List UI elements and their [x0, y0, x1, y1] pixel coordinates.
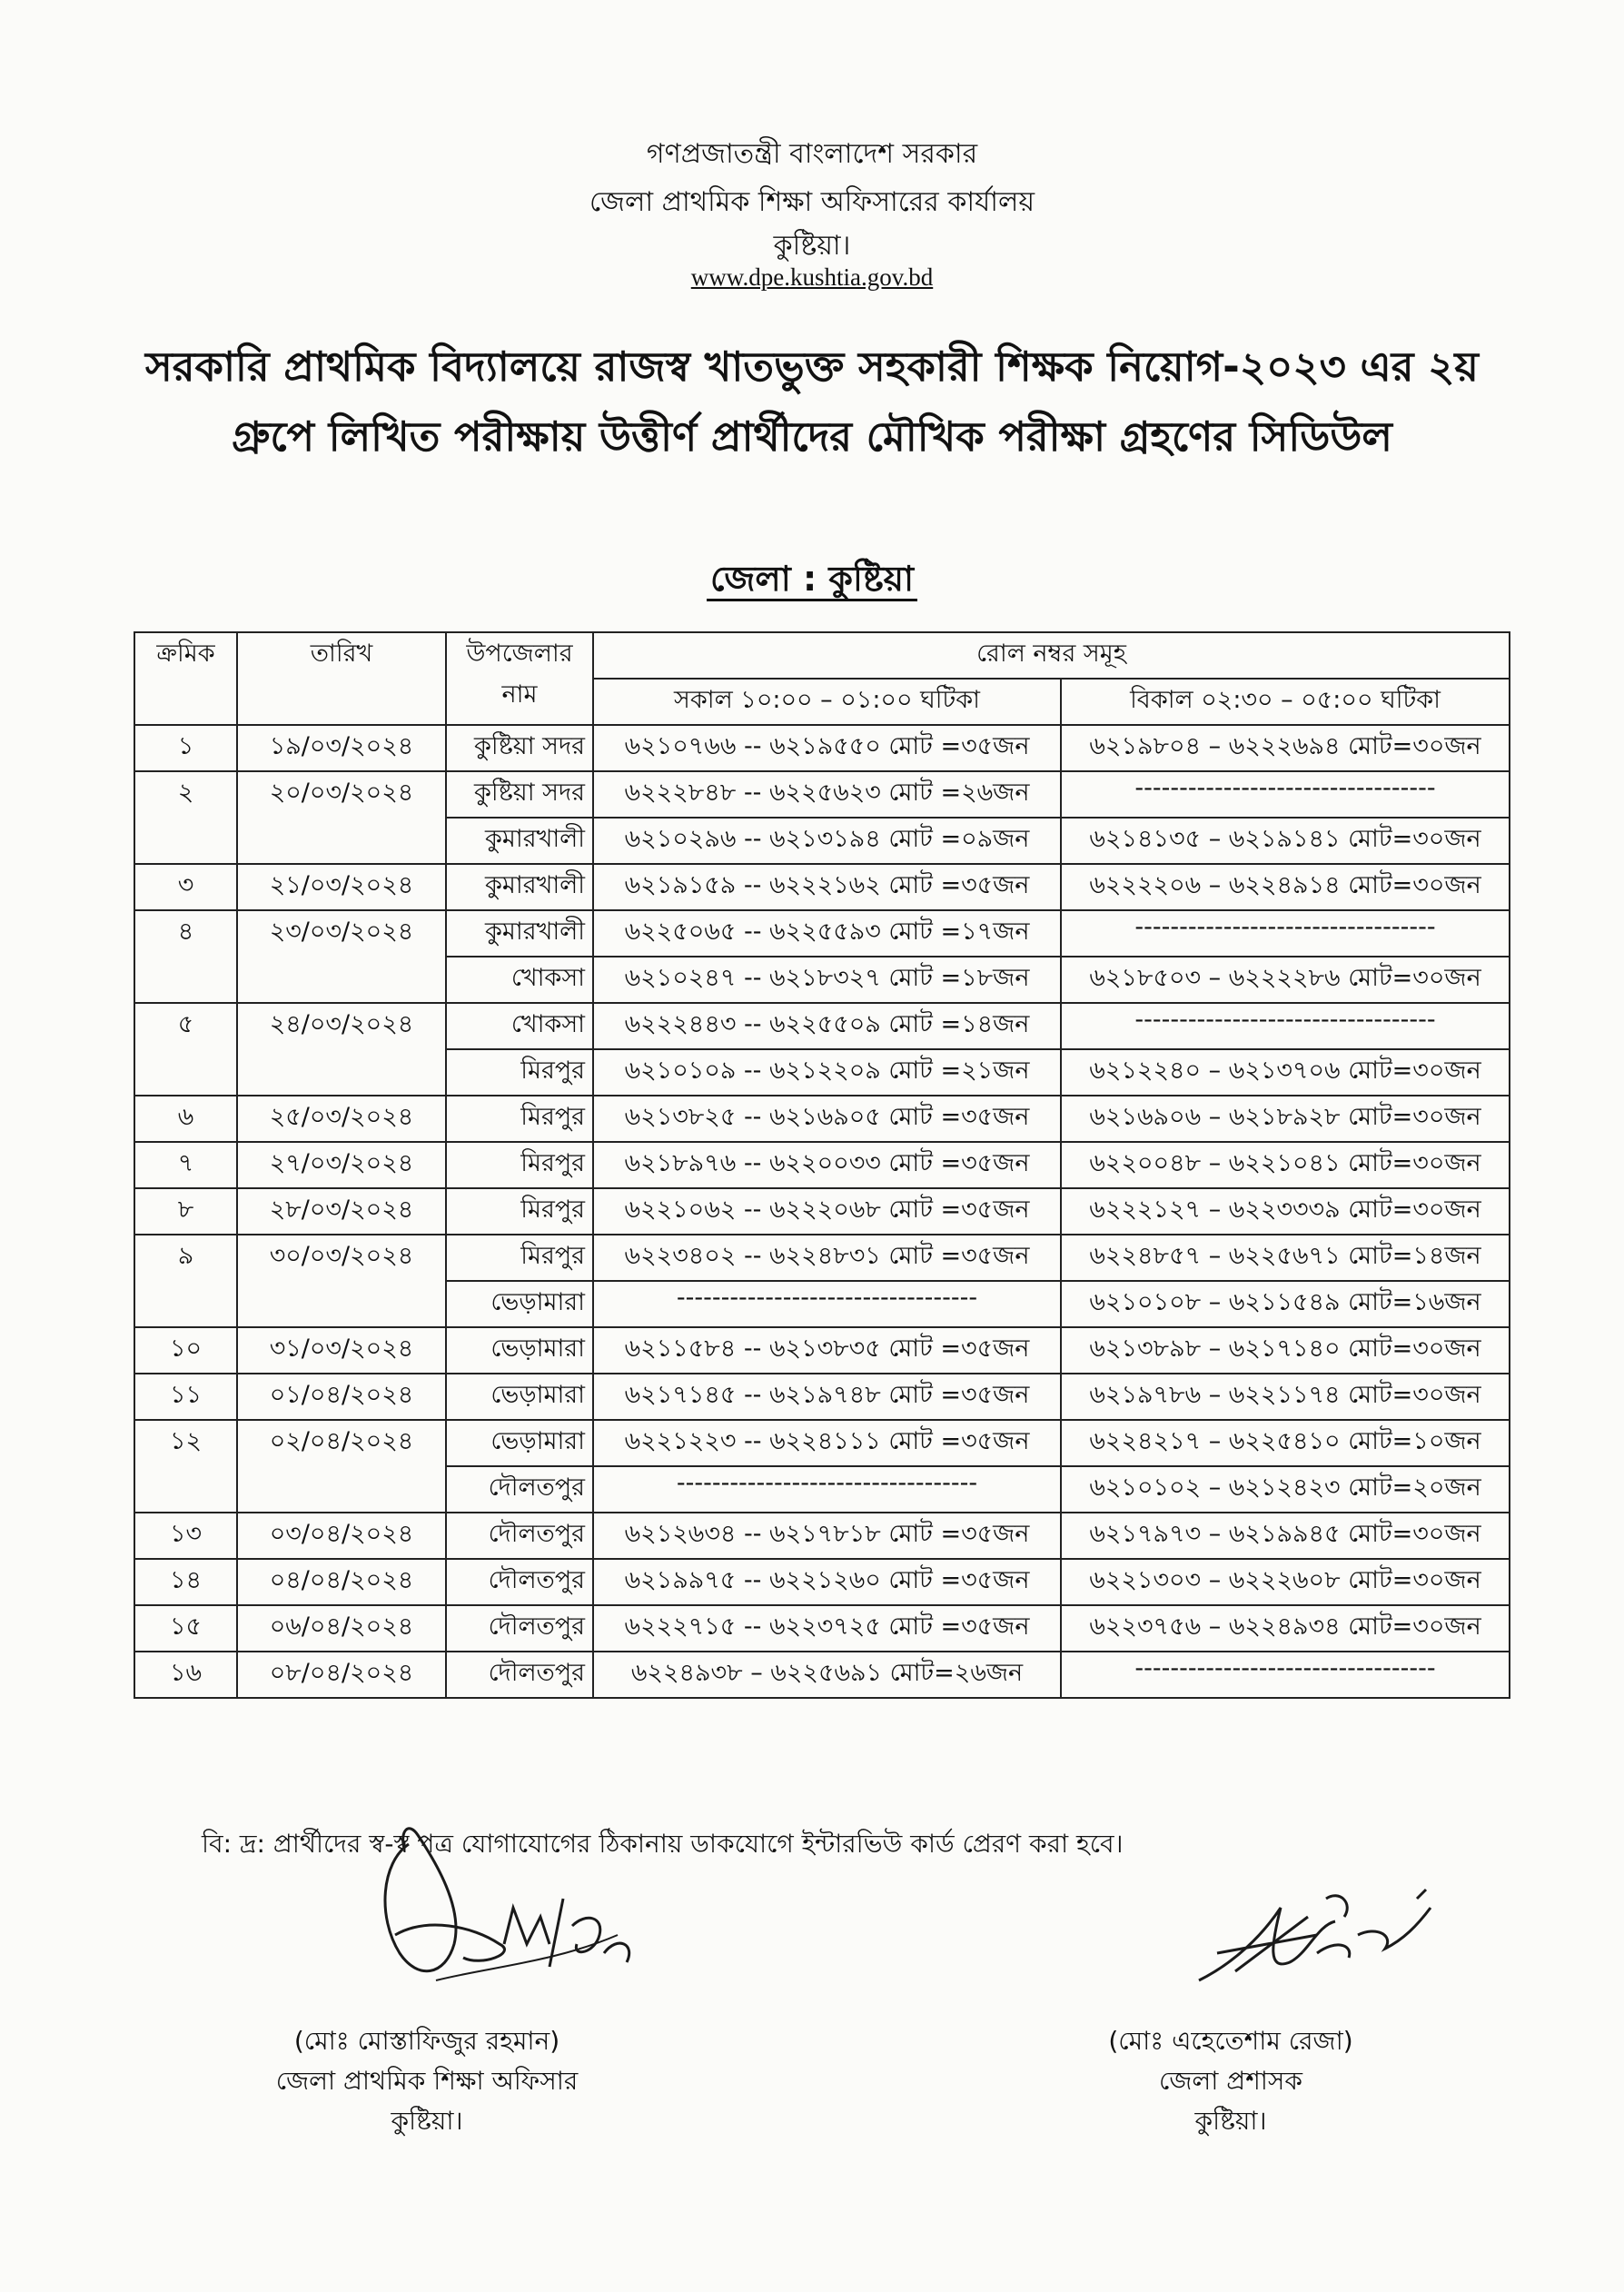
header-morning: সকাল ১০:০০ – ০১:০০ ঘটিকা: [593, 679, 1061, 725]
cell-morning-roll: ৬২২২৮৪৮ -- ৬২২৫৬২৩ মোট =২৬জন: [593, 771, 1061, 818]
signature-left: [254, 2021, 599, 2141]
cell-upazila: মিরপুর: [446, 1142, 593, 1188]
cell-upazila: কুমারখালী: [446, 818, 593, 864]
cell-serial: ৩: [134, 864, 237, 910]
cell-morning-roll: ৬২২৪৯৩৮ – ৬২২৫৬৯১ মোট=২৬জন: [593, 1652, 1061, 1698]
cell-date: ০৪/০৪/২০২৪: [237, 1559, 446, 1605]
cell-serial: ১৬: [134, 1652, 237, 1698]
signature-right-name: (মোঃ এহেতেশাম রেজা): [1108, 2026, 1353, 2056]
cell-serial: ১০: [134, 1327, 237, 1374]
header-serial: ক্রমিক: [134, 632, 237, 725]
cell-serial: ৫: [134, 1003, 237, 1096]
table-row: [134, 771, 1510, 818]
cell-upazila: দৌলতপুর: [446, 1559, 593, 1605]
cell-serial: ৮: [134, 1188, 237, 1235]
cell-date: ০৩/০৪/২০২৪: [237, 1513, 446, 1559]
table-row: [134, 1559, 1510, 1605]
table-row: [134, 1235, 1510, 1281]
cell-morning-roll: ৬২১৯৯৭৫ -- ৬২২১২৬০ মোট =৩৫জন: [593, 1559, 1061, 1605]
table-row: [134, 1142, 1510, 1188]
cell-upazila: ভেড়ামারা: [446, 1281, 593, 1327]
cell-serial: ১: [134, 725, 237, 771]
cell-date: ৩০/০৩/২০২৪: [237, 1235, 446, 1327]
cell-afternoon-roll: ৬২১০১০৮ – ৬২১১৫৪৯ মোট=১৬জন: [1061, 1281, 1510, 1327]
cell-upazila: দৌলতপুর: [446, 1652, 593, 1698]
cell-morning-roll: ৬২১২৬৩৪ -- ৬২১৭৮১৮ মোট =৩৫জন: [593, 1513, 1061, 1559]
cell-date: ২১/০৩/২০২৪: [237, 864, 446, 910]
cell-afternoon-roll: ----------------------------------: [1061, 1003, 1510, 1049]
cell-afternoon-roll: ৬২১৯৮০৪ – ৬২২২৬৯৪ মোট=৩০জন: [1061, 725, 1510, 771]
cell-morning-roll: ৬২১০২৯৬ -- ৬২১৩১৯৪ মোট =০৯জন: [593, 818, 1061, 864]
signature-left-image: [345, 1808, 654, 2008]
cell-afternoon-roll: ৬২১২২৪০ – ৬২১৩৭০৬ মোট=৩০জন: [1061, 1049, 1510, 1096]
table-row: [134, 1605, 1510, 1652]
cell-upazila: দৌলতপুর: [446, 1605, 593, 1652]
cell-afternoon-roll: ৬২১৭৯৭৩ – ৬২১৯৯৪৫ মোট=৩০জন: [1061, 1513, 1510, 1559]
table-row: [134, 1374, 1510, 1420]
header-district: কুষ্টিয়া।: [773, 230, 851, 262]
cell-upazila: কুমারখালী: [446, 910, 593, 957]
cell-date: ২৮/০৩/২০২৪: [237, 1188, 446, 1235]
cell-afternoon-roll: ৬২২২১২৭ – ৬২২৩৩৩৯ মোট=৩০জন: [1061, 1188, 1510, 1235]
table-row: [134, 1188, 1510, 1235]
cell-morning-roll: ৬২১১৫৮৪ -- ৬২১৩৮৩৫ মোট =৩৫জন: [593, 1327, 1061, 1374]
cell-afternoon-roll: ৬২২৪২১৭ – ৬২২৫৪১০ মোট=১০জন: [1061, 1420, 1510, 1466]
cell-afternoon-roll: ----------------------------------: [1061, 1652, 1510, 1698]
district-text: জেলা : কুষ্টিয়া: [707, 559, 917, 601]
header-govt: গণপ্রজাতন্ত্রী বাংলাদেশ সরকার: [646, 138, 978, 170]
cell-upazila: কুমারখালী: [446, 864, 593, 910]
cell-date: ২৫/০৩/২০২৪: [237, 1096, 446, 1142]
table-row: [134, 1652, 1510, 1698]
cell-afternoon-roll: ৬২১৮৫০৩ – ৬২২২২৮৬ মোট=৩০জন: [1061, 957, 1510, 1003]
cell-morning-roll: ৬২২৫০৬৫ -- ৬২২৫৫৯৩ মোট =১৭জন: [593, 910, 1061, 957]
cell-upazila: মিরপুর: [446, 1049, 593, 1096]
cell-afternoon-roll: ৬২১৯৭৮৬ – ৬২২১১৭৪ মোট=৩০জন: [1061, 1374, 1510, 1420]
table-row: [134, 1096, 1510, 1142]
cell-date: ২৩/০৩/২০২৪: [237, 910, 446, 1003]
cell-date: ১৯/০৩/২০২৪: [237, 725, 446, 771]
cell-serial: ১১: [134, 1374, 237, 1420]
header-date: তারিখ: [237, 632, 446, 725]
cell-morning-roll: ৬২২১২২৩ -- ৬২২৪১১১ মোট =৩৫জন: [593, 1420, 1061, 1466]
document-title: সরকারি প্রাথমিক বিদ্যালয়ে রাজস্ব খাতভুক্ত সহকারী শিক্ষক নিয়োগ-২০২৩ এর ২য় গ্রুপে লিখিত পরীক্ষায় উত্তীর্ণ প্রার্থীদের মৌখিক পরীক্ষা গ্রহণের সিডিউল: [145, 342, 1479, 461]
cell-morning-roll: ৬২২২৪৪৩ -- ৬২২৫৫০৯ মোট =১৪জন: [593, 1003, 1061, 1049]
signature-right: [1085, 2021, 1376, 2141]
signature-right-title: জেলা প্রশাসক: [1159, 2066, 1302, 2096]
footnote: বি: দ্র: প্রার্থীদের স্ব-স্ব পত্র যোগাযোগের ঠিকানায় ডাকযোগে ইন্টারভিউ কার্ড প্রেরণ করা হবে।: [202, 1829, 1124, 1859]
cell-morning-roll: ৬২২৩৪০২ -- ৬২২৪৮৩১ মোট =৩৫জন: [593, 1235, 1061, 1281]
cell-upazila: ভেড়ামারা: [446, 1327, 593, 1374]
cell-serial: ১২: [134, 1420, 237, 1513]
cell-morning-roll: ৬২১৯১৫৯ -- ৬২২২১৬২ মোট =৩৫জন: [593, 864, 1061, 910]
table-row: [134, 864, 1510, 910]
cell-serial: ১৩: [134, 1513, 237, 1559]
cell-morning-roll: ----------------------------------: [593, 1281, 1061, 1327]
header-upazila: উপজেলার নাম: [446, 632, 593, 725]
cell-serial: ১৫: [134, 1605, 237, 1652]
cell-morning-roll: ৬২১৩৮২৫ -- ৬২১৬৯০৫ মোট =৩৫জন: [593, 1096, 1061, 1142]
cell-serial: ২: [134, 771, 237, 864]
header-afternoon: বিকাল ০২:৩০ – ০৫:০০ ঘটিকা: [1061, 679, 1510, 725]
cell-serial: ৬: [134, 1096, 237, 1142]
table-row: [134, 1420, 1510, 1466]
signature-left-place: কুষ্টিয়া।: [391, 2106, 463, 2136]
cell-upazila: ভেড়ামারা: [446, 1420, 593, 1466]
cell-upazila: মিরপুর: [446, 1096, 593, 1142]
cell-morning-roll: ৬২২২৭১৫ -- ৬২২৩৭২৫ মোট =৩৫জন: [593, 1605, 1061, 1652]
table-row: [134, 1327, 1510, 1374]
cell-afternoon-roll: ৬২২৪৮৫৭ – ৬২২৫৬৭১ মোট=১৪জন: [1061, 1235, 1510, 1281]
cell-afternoon-roll: ৬২১০১০২ – ৬২১২৪২৩ মোট=২০জন: [1061, 1466, 1510, 1513]
cell-afternoon-roll: ৬২১৩৮৯৮ – ৬২১৭১৪০ মোট=৩০জন: [1061, 1327, 1510, 1374]
table-row: [134, 910, 1510, 957]
cell-morning-roll: ৬২১৭১৪৫ -- ৬২১৯৭৪৮ মোট =৩৫জন: [593, 1374, 1061, 1420]
cell-upazila: দৌলতপুর: [446, 1466, 593, 1513]
cell-morning-roll: ৬২১০১০৯ -- ৬২১২২০৯ মোট =২১জন: [593, 1049, 1061, 1096]
cell-date: ২৭/০৩/২০২৪: [237, 1142, 446, 1188]
cell-morning-roll: ৬২২১০৬২ -- ৬২২২০৬৮ মোট =৩৫জন: [593, 1188, 1061, 1235]
cell-afternoon-roll: ৬২২২২০৬ – ৬২২৪৯১৪ মোট=৩০জন: [1061, 864, 1510, 910]
cell-date: ০৮/০৪/২০২৪: [237, 1652, 446, 1698]
header-website-link[interactable]: www.dpe.kushtia.gov.bd: [690, 263, 934, 291]
cell-date: ৩১/০৩/২০২৪: [237, 1327, 446, 1374]
cell-serial: ৯: [134, 1235, 237, 1327]
cell-afternoon-roll: ৬২২০০৪৮ – ৬২২১০৪১ মোট=৩০জন: [1061, 1142, 1510, 1188]
table-header-row: [134, 632, 1510, 679]
cell-serial: ৭: [134, 1142, 237, 1188]
cell-date: ০২/০৪/২০২৪: [237, 1420, 446, 1513]
cell-morning-roll: ৬২১৮৯৭৬ -- ৬২২০০৩৩ মোট =৩৫জন: [593, 1142, 1061, 1188]
signature-left-title: জেলা প্রাথমিক শিক্ষা অফিসার: [275, 2066, 579, 2096]
cell-upazila: কুষ্টিয়া সদর: [446, 725, 593, 771]
cell-afternoon-roll: ৬২২৩৭৫৬ – ৬২২৪৯৩৪ মোট=৩০জন: [1061, 1605, 1510, 1652]
cell-date: ২৪/০৩/২০২৪: [237, 1003, 446, 1096]
cell-afternoon-roll: ৬২২১৩০৩ – ৬২২২৬০৮ মোট=৩০জন: [1061, 1559, 1510, 1605]
cell-serial: ৪: [134, 910, 237, 1003]
schedule-body: [134, 725, 1510, 1698]
header-roll: রোল নম্বর সমূহ: [593, 632, 1510, 679]
cell-date: ০১/০৪/২০২৪: [237, 1374, 446, 1420]
cell-afternoon-roll: ----------------------------------: [1061, 771, 1510, 818]
cell-date: ২০/০৩/২০২৪: [237, 771, 446, 864]
cell-afternoon-roll: ৬২১৬৯০৬ – ৬২১৮৯২৮ মোট=৩০জন: [1061, 1096, 1510, 1142]
table-row: [134, 1513, 1510, 1559]
cell-upazila: ভেড়ামারা: [446, 1374, 593, 1420]
signature-right-image: [1181, 1871, 1453, 2008]
cell-afternoon-roll: ৬২১৪১৩৫ – ৬২১৯১৪১ মোট=৩০জন: [1061, 818, 1510, 864]
header-office: জেলা প্রাথমিক শিক্ষা অফিসারের কার্যালয়: [589, 186, 1035, 218]
table-row: [134, 725, 1510, 771]
cell-morning-roll: ----------------------------------: [593, 1466, 1061, 1513]
cell-upazila: মিরপুর: [446, 1235, 593, 1281]
cell-upazila: দৌলতপুর: [446, 1513, 593, 1559]
cell-afternoon-roll: ----------------------------------: [1061, 910, 1510, 957]
cell-upazila: খোকসা: [446, 957, 593, 1003]
table-row: [134, 1003, 1510, 1049]
cell-upazila: মিরপুর: [446, 1188, 593, 1235]
schedule-table: [134, 631, 1510, 1699]
cell-upazila: খোকসা: [446, 1003, 593, 1049]
signature-right-place: কুষ্টিয়া।: [1194, 2106, 1267, 2136]
cell-morning-roll: ৬২১০২৪৭ -- ৬২১৮৩২৭ মোট =১৮জন: [593, 957, 1061, 1003]
cell-upazila: কুষ্টিয়া সদর: [446, 771, 593, 818]
cell-date: ০৬/০৪/২০২৪: [237, 1605, 446, 1652]
cell-serial: ১৪: [134, 1559, 237, 1605]
district-label: [0, 552, 1624, 610]
signature-left-name: (মোঃ মোস্তাফিজুর রহমান): [293, 2026, 560, 2056]
cell-morning-roll: ৬২১০৭৬৬ -- ৬২১৯৫৫০ মোট =৩৫জন: [593, 725, 1061, 771]
